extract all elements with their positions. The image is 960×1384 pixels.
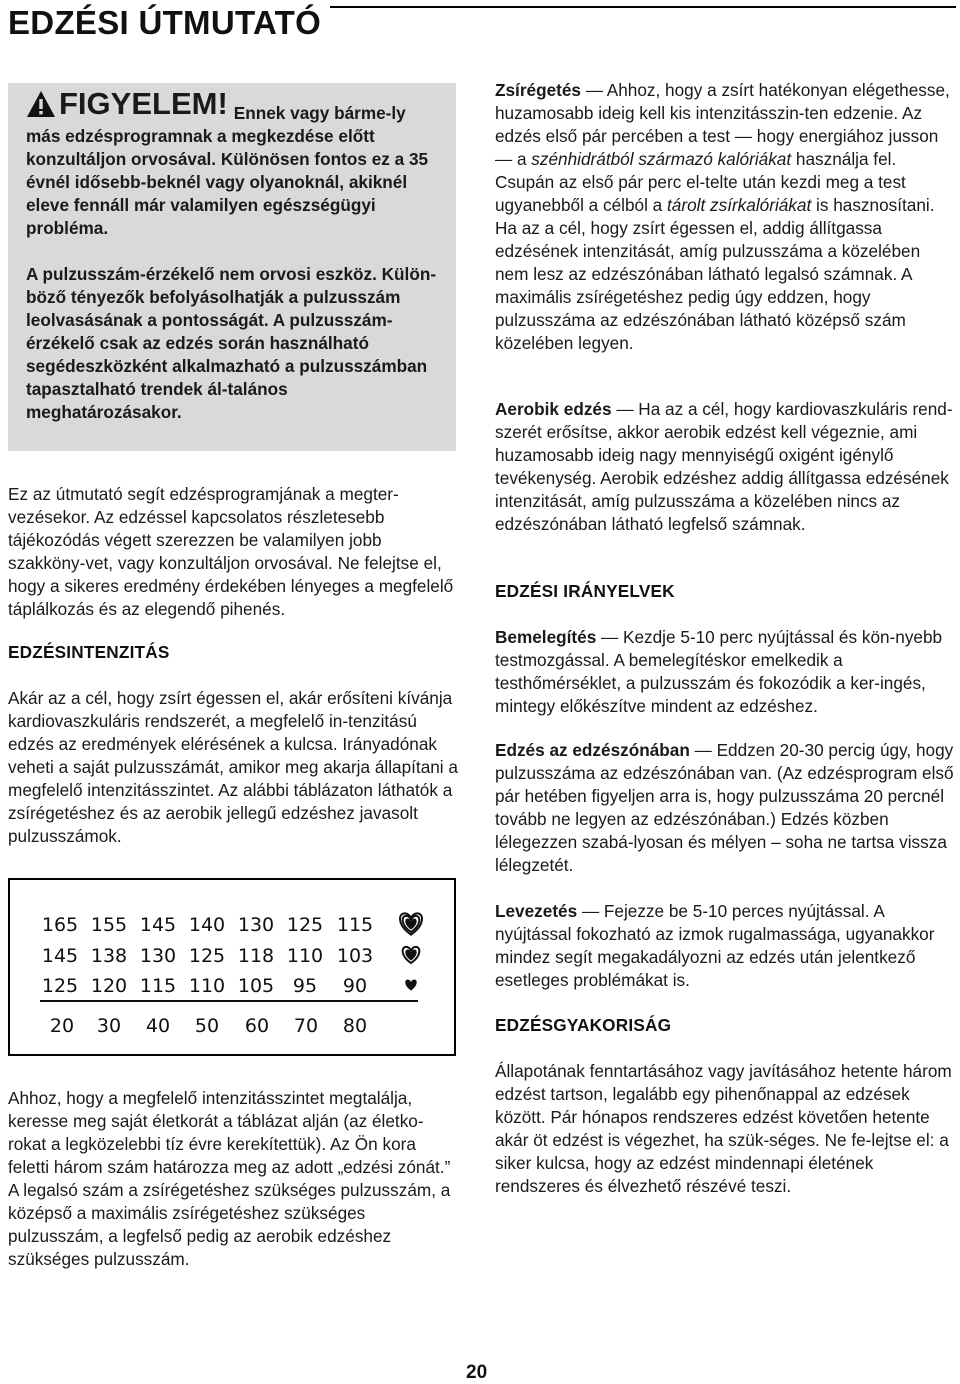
cooldown-paragraph	[495, 900, 957, 992]
page-number: 20	[466, 1362, 488, 1383]
guidelines-heading: EDZÉSI IRÁNYELVEK	[495, 581, 675, 601]
warmup-text: — Kezdje 5-10 perc nyújtással és kön-nyebb testmozgással. A bemelegítéskor emelkedik a testhőmérséklet, a pulzusszám és fokozódik a ker-ingés, mintegy előkészítve mindent az edzéshez.	[495, 627, 943, 716]
heart-rate-value: 125	[286, 914, 324, 936]
warmup-term: Bemelegítés	[495, 627, 597, 647]
heart-rate-table	[8, 878, 456, 1056]
age-label: 60	[244, 1015, 270, 1037]
heart-rate-value: 115	[139, 975, 177, 997]
intensity-paragraph: Akár az a cél, hogy zsírt égessen el, akár erősíteni kívánja kardiovaszkuláris rendszerét, a megfelelő in-tenzitású edzés az eredmények elérésének a kulcsa. Irányadónak veheti a saját pulzusszámát, amikor meg akarja állapítani a megfelelő intenzitásszintet. Az alábbi táblázaton láthatók a zsírégetéshez és az aerobik jellegű edzéshez javasolt pulzusszámok.	[8, 688, 458, 846]
frequency-heading: EDZÉSGYAKORISÁG	[495, 1015, 672, 1035]
aerobic-term: Aerobik edzés	[495, 399, 612, 419]
age-label: 80	[342, 1015, 368, 1037]
sensor-note: A pulzusszám-érzékelő nem orvosi eszköz. Külön-böző tényezők befolyásolhatják a pulzusszám leolvasásának a pontosságát. A pulzusszám-érzékelő csak az edzés során használható segédeszközként alkalmazható a pulzusszámban tapasztalható trendek ál-talános meghatározásakor.	[26, 264, 437, 422]
heart-rate-value: 105	[237, 975, 275, 997]
warning-box	[8, 83, 456, 451]
fat-burning-term: Zsírégetés	[495, 80, 581, 100]
fat-burning-text-2: használja fel. Csupán az első pár perc el-telte után kezdi meg a test ugyanebből a célból a	[495, 149, 906, 215]
double-heart-icon	[403, 947, 420, 963]
heart-rate-chart	[10, 880, 454, 1054]
cooldown-text: — Fejezze be 5-10 perces nyújtással. A nyújtással fokozható az izmok rugalmassága, ugyanakkor mindez segít megakadályozni az edzés után jelentkező esetleges problémákat is.	[495, 901, 935, 990]
fat-burning-text-3: is hasznosítani. Ha az a cél, hogy zsírt égessen el, addig állítgassa edzésének intenzitását, amíg pulzusszáma a közelében nem lesz az edzészónában látható legalsó számnak. A maximális zsírégetéshez pedig úgy eddzen, hogy pulzusszáma az edzészónában látható középső szám közelében legyen.	[495, 195, 935, 353]
fat-burning-text-1: — Ahhoz, hogy a zsírt hatékonyan elégethesse, huzamosabb ideig kell kis intenzitásszin-ten edzenie. Az edzés első pár percében a test — hogy energiához jusson — a	[495, 80, 950, 169]
heart-rate-value: 130	[139, 945, 177, 967]
heart-rate-value: 140	[188, 914, 226, 936]
zone-paragraph	[495, 739, 957, 877]
cooldown-term: Levezetés	[495, 901, 578, 921]
zone-term: Edzés az edzészónában	[495, 740, 690, 760]
title-rule	[330, 6, 956, 8]
aerobic-paragraph	[495, 398, 957, 536]
heart-rate-value: 103	[336, 945, 374, 967]
heart-rate-value: 145	[139, 914, 177, 936]
fat-burning-emphasis-2: tárolt zsírkalóriákat	[667, 195, 812, 215]
warning-title: FIGYELEM!	[59, 86, 228, 121]
heart-rate-value: 155	[90, 914, 128, 936]
heart-rate-value: 90	[342, 975, 368, 997]
heart-rate-value: 120	[90, 975, 128, 997]
triple-heart-icon	[400, 913, 422, 934]
heart-rate-value: 125	[41, 975, 79, 997]
heart-rate-value: 138	[90, 945, 128, 967]
heart-rate-value: 118	[237, 945, 275, 967]
heart-rate-value: 130	[237, 914, 275, 936]
zone-text: — Eddzen 20-30 percig úgy, hogy pulzusszáma az edzészónában van. (Az edzésprogram első pár hetében figyeljen arra is, hogy pulzusszáma 20 percnél tovább ne legyen az edzészónában.) Edzés közben lélegezzen szabá-lyosan és mélyen – soha ne tartsa vissza lélegzetét.	[495, 740, 954, 875]
frequency-paragraph: Állapotának fenntartásához vagy javításához hetente három edzést tartson, legalább egy pihenőnappal az edzések között. Pár hónapos rendszeres edzést követően hetente akár öt edzést is végezhet, ha szük-séges. Ne fe-lejtse el: a siker kulcsa, hogy az edzést mindennapi életének rendszeres és élvezhető részévé teszi.	[495, 1061, 952, 1196]
heart-rate-value: 110	[286, 945, 324, 967]
table-explanation: Ahhoz, hogy a megfelelő intenzitásszintet megtalálja, keresse meg saját életkorát a táblázat alján (az életko-rokat a legközelebbi tíz évre kerekítettük). Az Ön kora feletti három szám határozza meg az adott „edzési zónát.” A legalsó szám a zsírégetéshez szükséges pulzusszám, a középső a maximális zsírégetéshez szükséges pulzusszám, a legfelső pedig az aerobik edzéshez szükséges pulzusszám.	[8, 1088, 451, 1269]
heart-rate-value: 110	[188, 975, 226, 997]
warning-lead-text: Ennek vagy bárme-ly más edzésprogramnak a megkezdése előtt konzultáljon orvosával. Különösen fontos ez a 35 évnél idősebb-beknél vagy olyanoknál, akiknél eleve fennáll már valamilyen egészségügyi probléma.	[26, 103, 429, 238]
aerobic-text: — Ha az a cél, hogy kardiovaszkuláris rend-szerét erősítse, akkor aerobik edzést kell végeznie, ami huzamosabb ideig nagy mennyiségű oxigént igénylő tevékenység. Aerobik edzéshez addig állítgassa edzésének intenzitását, amíg pulzusszáma a közelében nincs az edzészónában látható legfelső számnak.	[495, 399, 953, 534]
intro-paragraph: Ez az útmutató segít edzésprogramjának a megter-vezésekor. Az edzéssel kapcsolatos részletesebb tájékozódás végett szerezzen be valamilyen jobb szakköny-vet, vagy konzultáljon orvosával. Ne felejtse el, hogy a sikeres eredmény érdekében lényeges a megfelelő táplálkozás és az elegendő pihenés.	[8, 484, 454, 619]
age-label: 30	[96, 1015, 122, 1037]
age-label: 50	[194, 1015, 220, 1037]
warmup-paragraph	[495, 626, 957, 718]
heart-rate-value: 165	[41, 914, 79, 936]
warning-lead	[26, 86, 444, 240]
intensity-heading: EDZÉSINTENZITÁS	[8, 642, 170, 662]
warning-triangle-icon	[26, 89, 56, 119]
age-label: 70	[293, 1015, 319, 1037]
age-label: 20	[49, 1015, 75, 1037]
heart-icon	[405, 979, 416, 990]
heart-rate-value: 125	[188, 945, 226, 967]
fat-burning-paragraph	[495, 79, 957, 355]
age-label: 40	[145, 1015, 171, 1037]
fat-burning-emphasis-1: szénhidrátból származó kalóriákat	[531, 149, 792, 169]
page-title: EDZÉSI ÚTMUTATÓ	[8, 4, 322, 41]
heart-rate-value: 95	[292, 975, 318, 997]
heart-rate-value: 115	[336, 914, 374, 936]
heart-rate-value: 145	[41, 945, 79, 967]
